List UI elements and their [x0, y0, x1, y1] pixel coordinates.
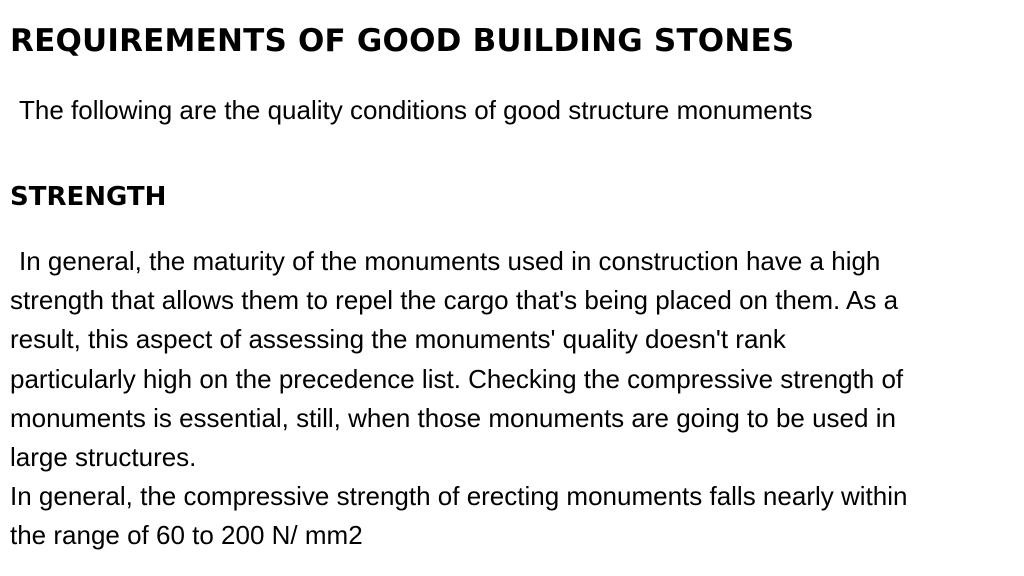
document-page	[10, 0, 1014, 576]
page-title: REQUIREMENTS OF GOOD BUILDING STONES	[10, 23, 795, 59]
paragraph-line: large structures.	[10, 442, 197, 473]
strength-paragraph	[10, 242, 1014, 556]
paragraph-line: particularly high on the precedence list. Checking the compressive strength of	[10, 363, 904, 394]
paragraph-line: result, this aspect of assessing the monuments' quality doesn't rank	[10, 324, 786, 355]
section-heading-strength: STRENGTH	[10, 182, 167, 212]
intro-text: The following are the quality conditions of good structure monuments	[19, 95, 813, 125]
paragraph-line: the range of 60 to 200 N/ mm2	[10, 520, 363, 551]
paragraph-line: In general, the maturity of the monuments used in construction have a high	[19, 246, 881, 276]
paragraph-line: In general, the compressive strength of erecting monuments falls nearly within	[10, 481, 908, 512]
paragraph-line: monuments is essential, still, when those monuments are going to be used in	[10, 402, 896, 433]
paragraph-line: strength that allows them to repel the cargo that's being placed on them. As a	[10, 285, 899, 316]
